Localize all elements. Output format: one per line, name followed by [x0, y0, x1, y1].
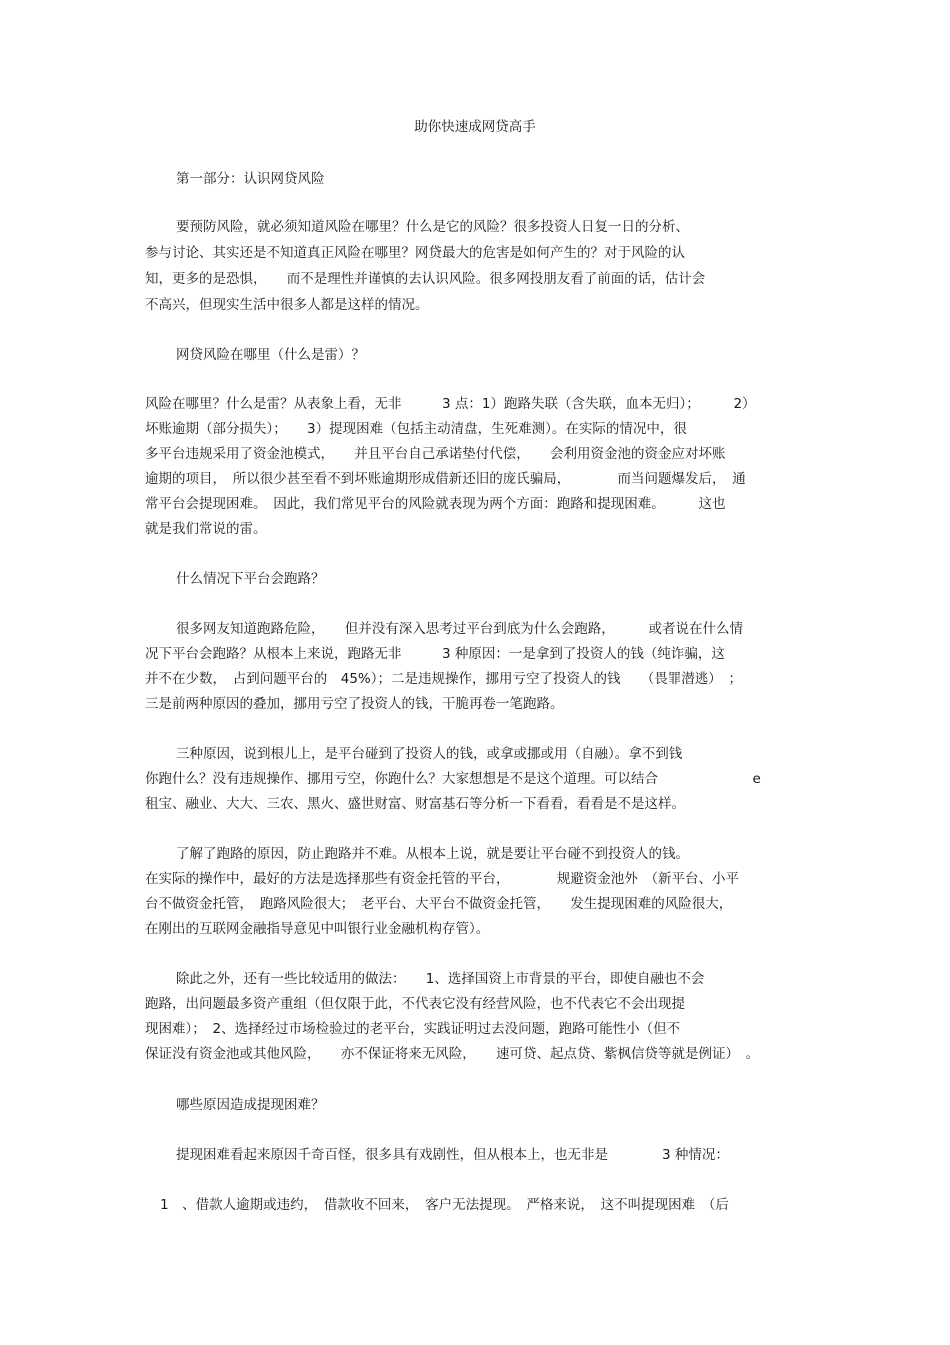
- q2-heading: 什么情况下平台会跑路？: [176, 571, 325, 587]
- q2-p4-line-2: 跑路，出问题最多资产重组（但仅限于此，不代表它没有经营风险，也不代表它不会出现提: [145, 996, 685, 1012]
- q2-p4-line-3: 现困难）； 2、选择经过市场检验过的老平台，实践证明过去没问题，跑路可能性小（但不: [145, 1021, 681, 1037]
- intro-line-4: 不高兴，但现实生活中很多人都是这样的情况。: [145, 297, 429, 313]
- q1-line-3: 多平台违规采用了资金池模式， 并且平台自己承诺垫付代偿， 会利用资金池的资金应对坏账: [145, 446, 726, 462]
- q1-line-1: 风险在哪里？什么是雷？从表象上看，无非 3 点：1）跑路失联（含失联，血本无归）； 2）: [145, 396, 756, 412]
- q2-p2-line-2: 你跑什么？没有违规操作、挪用亏空，你跑什么？大家想想是不是这个道理。可以结合 e: [145, 771, 761, 787]
- q2-p4-line-1: 除此之外，还有一些比较适用的做法： 1、选择国资上市背景的平台，即使自融也不会: [176, 971, 705, 987]
- q2-p1-line-4: 三是前两种原因的叠加，挪用亏空了投资人的钱，干脆再卷一笔跑路。: [145, 696, 564, 712]
- q1-line-4: 逾期的项目， 所以很少甚至看不到坏账逾期形成借新还旧的庞氏骗局， 而当问题爆发后， 通: [145, 471, 746, 487]
- q1-heading: 网贷风险在哪里（什么是雷）？: [176, 347, 365, 363]
- q2-p3-line-1: 了解了跑路的原因，防止跑路并不难。从根本上说，就是要让平台碰不到投资人的钱。: [176, 846, 689, 862]
- document-title: 助你快速成网贷高手: [414, 119, 536, 135]
- q2-p3-line-2: 在实际的操作中，最好的方法是选择那些有资金托管的平台， 规避资金池外 （新平台、小平: [145, 871, 739, 887]
- part1-heading: 第一部分：认识网贷风险: [176, 171, 325, 187]
- intro-line-3: 知，更多的是恐惧， 而不是理性并谨慎的去认识风险。很多网投朋友看了前面的话，估计会: [145, 271, 706, 287]
- q2-p1-line-1: 很多网友知道跑路危险， 但并没有深入思考过平台到底为什么会跑路， 或者说在什么情: [176, 621, 743, 637]
- intro-line-1: 要预防风险，就必须知道风险在哪里？什么是它的风险？很多投资人日复一日的分析、: [176, 219, 689, 235]
- q2-p4-line-4: 保证没有资金池或其他风险， 亦不保证将来无风险， 速可贷、起点贷、紫枫信贷等就是例证） 。: [145, 1046, 760, 1062]
- intro-line-2: 参与讨论、其实还是不知道真正风险在哪里？网贷最大的危害是如何产生的？对于风险的认: [145, 245, 685, 261]
- q1-line-6: 就是我们常说的雷。: [145, 521, 267, 537]
- q2-p2-line-1: 三种原因，说到根儿上，是平台碰到了投资人的钱，或拿或挪或用（自融）。拿不到钱: [176, 746, 683, 762]
- q2-p3-line-4: 在刚出的互联网金融指导意见中叫银行业金融机构存管）。: [145, 921, 490, 937]
- q2-p1-line-2: 况下平台会跑路？从根本上来说，跑路无非 3 种原因：一是拿到了投资人的钱（纯诈骗，这: [145, 646, 725, 662]
- q3-p1: 提现困难看起来原因千奇百怪，很多具有戏剧性，但从根本上，也无非是 3 种情况：: [176, 1147, 729, 1163]
- q3-item-1: 1 、借款人逾期或违约， 借款收不回来， 客户无法提现。 严格来说， 这不叫提现困难 （后: [160, 1197, 729, 1213]
- q3-heading: 哪些原因造成提现困难？: [176, 1097, 325, 1113]
- q2-p2-line-3: 租宝、融业、大大、三农、黑火、盛世财富、财富基石等分析一下看看，看看是不是这样。: [145, 796, 685, 812]
- q2-p3-line-3: 台不做资金托管， 跑路风险很大； 老平台、大平台不做资金托管， 发生提现困难的风险很大，: [145, 896, 733, 912]
- q1-line-2: 坏账逾期（部分损失）； 3）提现困难（包括主动清盘，生死难测）。在实际的情况中，很: [145, 421, 687, 437]
- q2-p1-line-3: 并不在少数， 占到问题平台的 45%）；二是违规操作，挪用亏空了投资人的钱 （畏罪潜逃） ；: [145, 671, 743, 687]
- q1-line-5: 常平台会提现困难。 因此，我们常见平台的风险就表现为两个方面：跑路和提现困难。 这也: [145, 496, 726, 512]
